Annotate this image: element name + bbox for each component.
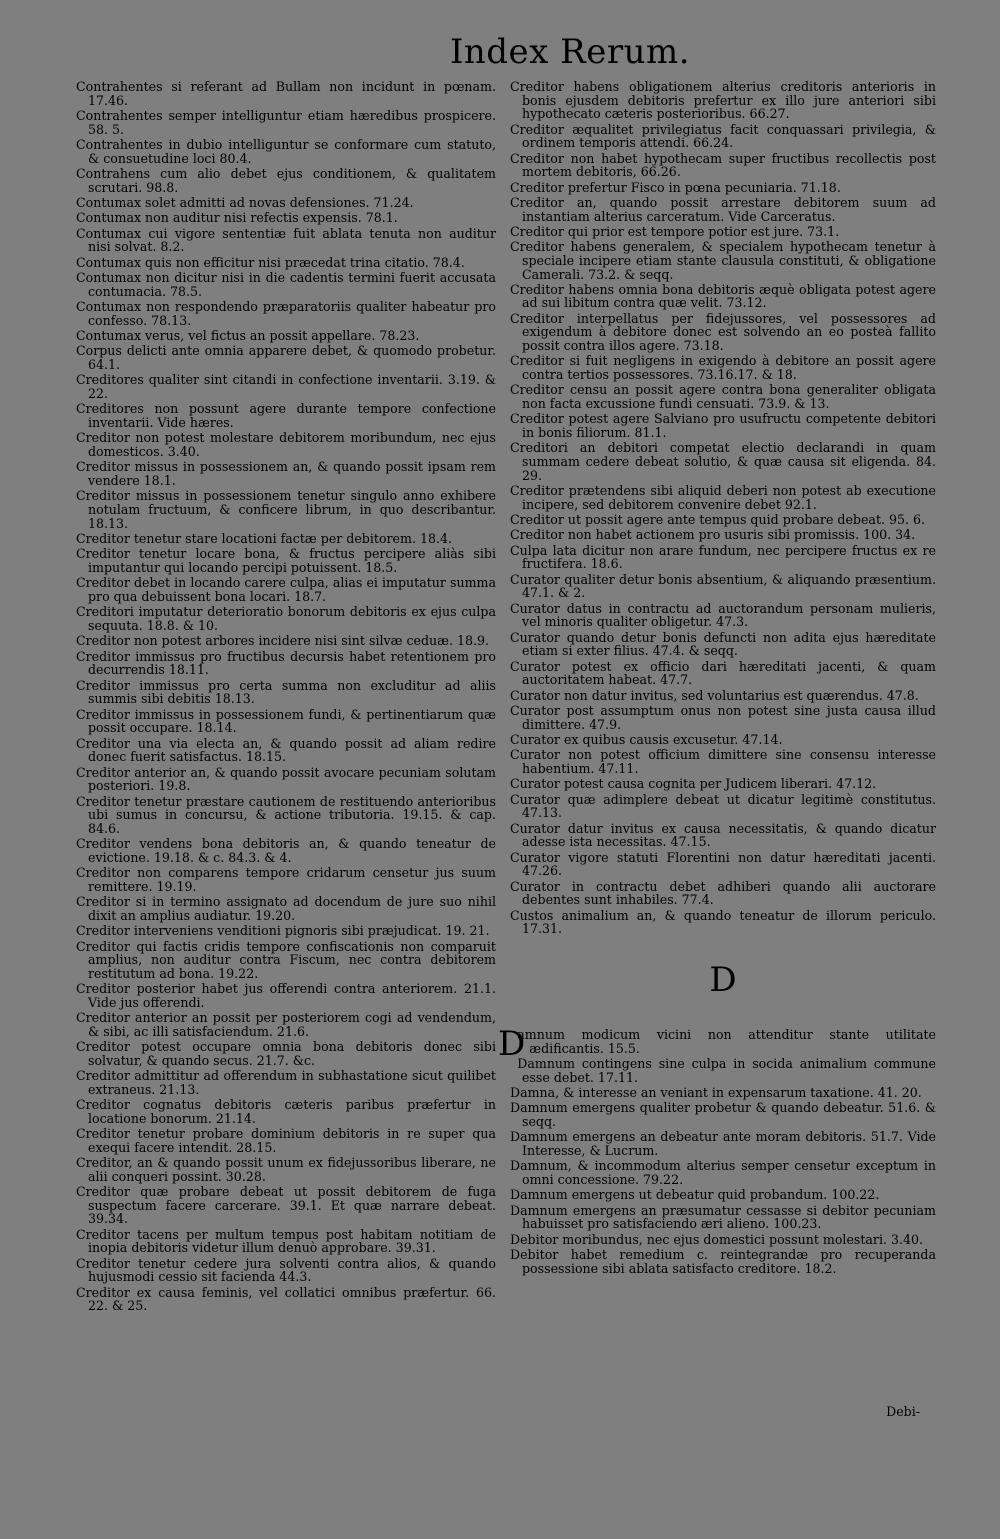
index-entry: Contrahentes in dubio intelliguntur se conformare cum statuto, & consuetudine loci 80.4. [76,136,496,166]
index-entry: Creditor potest agere Salviano pro usufructu competente debitori in bonis filiorum. 81.1. [510,411,936,441]
index-entry: Curator vigore statuti Florentini non datur hæreditati jacenti. 47.26. [510,849,936,879]
index-entry: Contrahentes semper intelliguntur etiam hæredibus prospicere. 58. 5. [76,107,496,137]
index-entry: Damnum emergens an præsumatur cessasse si debitor pecuniam habuisset pro satisfaciendo æri alieno. 100.23. [510,1202,936,1232]
index-entry: Creditor æqualitet privilegiatus facit conquassari privilegia, & ordinem temporis attendi. 66.24. [510,121,936,151]
index-entry: Creditor non habet actionem pro usuris sibi promissis. 100. 34. [510,527,916,543]
index-entry: Creditor admittitur ad offerendum in subhastatione sicut quilibet extraneus. 21.13. [76,1068,496,1097]
index-entry: Curator potest ex officio dari hæreditati jacenti, & quam auctoritatem habeat. 47.7. [510,658,936,688]
index-entry: Creditor tenetur cedere jura solventi contra alios, & quando hujusmodi cessio sit facienda 44.3. [76,1255,496,1285]
index-column-right [498,79,936,1277]
index-entry: Creditor prefertur Fisco in pœna pecuniaria. 71.18. [510,179,841,195]
index-entry: Creditor interpellatus per fidejussores, vel possessores ad exigendum à debitore donec est solvendo an eo posteà fallito possit contra illos agere. 73.18. [510,310,936,354]
index-entry: Creditor immissus in possessionem fundi, & pertinentiarum quæ possit occupare. 18.14. [76,706,496,736]
index-entry: Creditor missus in possessionem an, & quando possit ipsam rem vendere 18.1. [76,459,496,488]
index-entry: Creditor interveniens venditioni pignoris sibi præjudicat. 19. 21. [76,923,490,939]
index-entry: Creditor habens obligationem alterius creditoris anterioris in bonis ejusdem debitoris prefertur ex illo jure anteriori sibi hypothecato cæteris posterioribus. 66.27. [510,79,936,122]
index-column-left [76,80,496,1315]
section-letter: D [709,959,737,1000]
index-entry: Creditor an, quando possit arrestare debitorem suum ad instantiam alterius carceratum. Vide Carceratus. [510,194,936,224]
index-entry: Custos animalium an, & quando teneatur de illorum periculo. 17.31. [510,907,936,937]
index-entry: Creditor vendens bona debitoris an, & quando teneatur de evictione. 19.18. & c. 84.3. & 4. [76,836,496,865]
index-entry: Creditor censu an possit agere contra bona generaliter obligata non facta excussione fundi censuati. 73.9. & 13. [510,382,936,412]
index-entry: Creditor non comparens tempore cridarum censetur jus suum remittere. 19.19. [76,865,496,894]
index-entry: Creditor tenetur præstare cautionem de restituendo anterioribus ubi sumus in concursu, & actione tributoria. 19.15. & cap. 84.6. [76,793,496,836]
index-entry: Debitor moribundus, nec ejus domestici possunt molestari. 3.40. [510,1231,924,1247]
catchword: Debi- [886,1404,920,1419]
index-entry: Creditor qui factis cridis tempore confiscationis non comparuit amplius, non auditur contra Fiscum, nec contra debitorem restitutum ad bona. 19.22. [76,938,496,981]
index-entry: Creditor debet in locando carere culpa, alias ei imputatur summa pro qua debuissent bona locari. 18.7. [76,575,496,604]
index-entry: Creditor qui prior est tempore potior est jure. 73.1. [510,223,840,239]
index-entry: Creditor si in termino assignato ad docendum de jure suo nihil dixit an amplius audiatur. 19.20. [76,894,496,923]
index-entry: Creditor habens generalem, & specialem hypothecam tenetur à speciale incipere etiam stante clausula constituti, & obligatione Camerali. 73.2. & seqq. [510,239,936,282]
index-entry: Damnum emergens ut debeatur quid probandum. 100.22. [510,1187,880,1203]
index-entry: Contrahens cum alio debet ejus conditionem, & qualitatem scrutari. 98.8. [76,165,496,195]
page-title: Index Rerum. [449,32,691,72]
index-entry: Contrahentes si referant ad Bullam non incidunt in pœnam. 17.46. [76,79,496,108]
index-entry: Contumax non dicitur nisi in die cadentis termini fuerit accusata contumacia. 78.5. [76,270,496,299]
index-entry: Contumax quis non efficitur nisi præcedat trina citatio. 78.4. [76,254,465,270]
index-entry: Creditor anterior an possit per posteriorem cogi ad vendendum, & sibi, ac illi satisfaciendum. 21.6. [76,1010,496,1039]
index-entry: Curator post assumptum onus non potest sine justa causa illud dimittere. 47.9. [510,703,936,732]
index-entry: Creditor habens omnia bona debitoris æquè obligata potest agere ad sui libitum contra quæ velit. 73.12. [510,281,936,311]
index-entry: Creditor tacens per multum tempus post habitam notitiam de inopia debitoris videtur illum denuò approbare. 39.31. [76,1226,496,1256]
index-entry: Creditor non potest molestare debitorem moribundum, nec ejus domesticos. 3.40. [76,430,496,459]
index-entry: Contumax non auditur nisi refectis expensis. 78.1. [76,210,398,226]
index-entry: Creditor immissus pro certa summa non excluditur ad aliis summis sibi debitis 18.13. [76,677,496,707]
index-entry: Culpa lata dicitur non arare fundum, nec percipere fructus ex re fructifera. 18.6. [510,542,936,572]
index-entry: Creditor cognatus debitoris cæteris paribus præfertur in locatione bonorum. 21.14. [76,1097,496,1126]
index-entry: Damna, & interesse an veniant in expensarum taxatione. 41. 20. [510,1084,922,1100]
index-entry: Contumax solet admitti ad novas defensiones. 71.24. [76,194,414,210]
index-entry: Creditori imputatur deterioratio bonorum debitoris ex ejus culpa sequuta. 18.8. & 10. [76,604,496,633]
index-entry: Curator non datur invitus, sed voluntarius est quærendus. 47.8. [510,687,919,703]
index-entry: Creditor una via electa an, & quando possit ad aliam redire donec fuerit satisfactus. 18.15. [76,735,496,765]
index-entry: Creditor si fuit negligens in exigendo à debitore an possit agere contra tertios possessores. 73.16.17. & 18. [510,353,936,383]
index-entry: Curator datur invitus ex causa necessitatis, & quando dicatur adesse ista necessitas. 47.15. [510,820,936,850]
index-entry: Curator non potest officium dimittere sine consensu interesse habentium. 47.11. [510,747,936,777]
index-entry: Debitor habet remedium c. reintegrandæ pro recuperanda possessione sibi ablata satisfacto creditore. 18.2. [510,1247,936,1276]
index-entry: Damnum emergens an debeatur ante moram debitoris. 51.7. Vide Interesse, & Lucrum. [510,1129,936,1158]
index-entry: Creditor tenetur stare locationi factæ per debitorem. 18.4. [76,530,453,546]
index-entry: Contumax non respondendo præparatoriis qualiter habeatur pro confesso. 78.13. [76,299,496,328]
index-entry: Creditor non potest arbores incidere nisi sint silvæ ceduæ. 18.9. [76,633,490,649]
index-entry: Curator quando detur bonis defuncti non adita ejus hæreditate etiam si exter filius. 47.4. & seqq. [510,629,936,659]
index-entry: Curator qualiter detur bonis absentium, & aliquando præsentium. 47.1. & 2. [510,571,936,601]
index-entry: Damnum, & incommodum alterius semper censetur exceptum in omni concessione. 79.22. [510,1158,936,1187]
index-entry: Curator in contractu debet adhiberi quando alii auctorare debentes sunt inhabiles. 77.4. [510,878,936,908]
index-entry: Creditor potest occupare omnia bona debitoris donec sibi solvatur, & quando secus. 21.7. &c. [76,1039,496,1068]
index-entry: Creditor ex causa feminis, vel collatici omnibus præfertur. 66. 22. & 25. [76,1284,496,1314]
index-entry: Creditores non possunt agere durante tempore confectione inventarii. Vide hæres. [76,401,496,431]
index-entry: Creditor non habet hypothecam super fructibus recollectis post mortem debitoris, 66.26. [510,150,936,180]
index-entry: Creditor quæ probare debeat ut possit debitorem de fuga suspectum facere carcerare. 39.1. Et quæ narrare debeat. 39.34. [76,1184,496,1227]
index-entry: Creditor missus in possessionem tenetur singulo anno exhibere notulam fructuum, & conficere librum, in quo describantur. 18.13. [76,488,496,531]
index-entry: Damnum emergens qualiter probetur & quando debeatur. 51.6. & seqq. [510,1100,936,1129]
index-entry: Damnum modicum vicini non attenditur stante utilitate ædificantis. 15.5. [498,1023,936,1064]
index-entry: Creditor tenetur locare bona, & fructus percipere aliàs sibi imputantur qui locando percipi potuissent. 18.5. [76,546,496,575]
index-entry: Creditor prætendens sibi aliquid deberi non potest ab executione incipere, sed debitorem convenire debet 92.1. [510,482,936,512]
index-entry: Contumax verus, vel fictus an possit appellare. 78.23. [76,328,420,344]
index-entry: Creditor immissus pro fructibus decursis habet retentionem pro decurrendis 18.11. [76,648,496,678]
index-entry: Damnum contingens sine culpa in socida animalium commune esse debet. 17.11. [517,1055,936,1085]
index-entry: Curator potest causa cognita per Judicem liberari. 47.12. [510,776,877,792]
index-entry: Curator ex quibus causis excusetur. 47.14. [510,732,783,748]
index-entry: Creditor tenetur probare dominium debitoris in re super qua exequi facere intendit. 28.15. [76,1126,496,1155]
index-entry: Creditor anterior an, & quando possit avocare pecuniam solutam posteriori. 19.8. [76,764,496,794]
index-entry: Creditori an debitori competat electio declarandi in quam summam cedere debeat solutio, & quæ causa sit eligenda. 84. 29. [510,440,936,483]
index-entry: Creditor ut possit agere ante tempus quid probare debeat. 95. 6. [510,511,926,527]
index-entry: Curator quæ adimplere debeat ut dicatur legitimè constitutus. 47.13. [510,791,936,821]
index-entry: Creditor posterior habet jus offerendi contra anteriorem. 21.1. Vide jus offerendi. [76,981,496,1010]
index-entry: Creditor, an & quando possit unum ex fidejussoribus liberare, ne alii conqueri possint. 30.28. [76,1155,496,1184]
index-entry: Creditores qualiter sint citandi in confectione inventarii. 3.19. & 22. [76,372,496,402]
index-entry: Corpus delicti ante omnia apparere debet, & quomodo probetur. 64.1. [76,343,496,373]
index-entry: Contumax cui vigore sententiæ fuit ablata tenuta non auditur nisi solvat. 8.2. [76,225,496,255]
index-entry: Curator datus in contractu ad auctorandum personam mulieris, vel minoris qualiter obligetur. 47.3. [510,600,936,630]
